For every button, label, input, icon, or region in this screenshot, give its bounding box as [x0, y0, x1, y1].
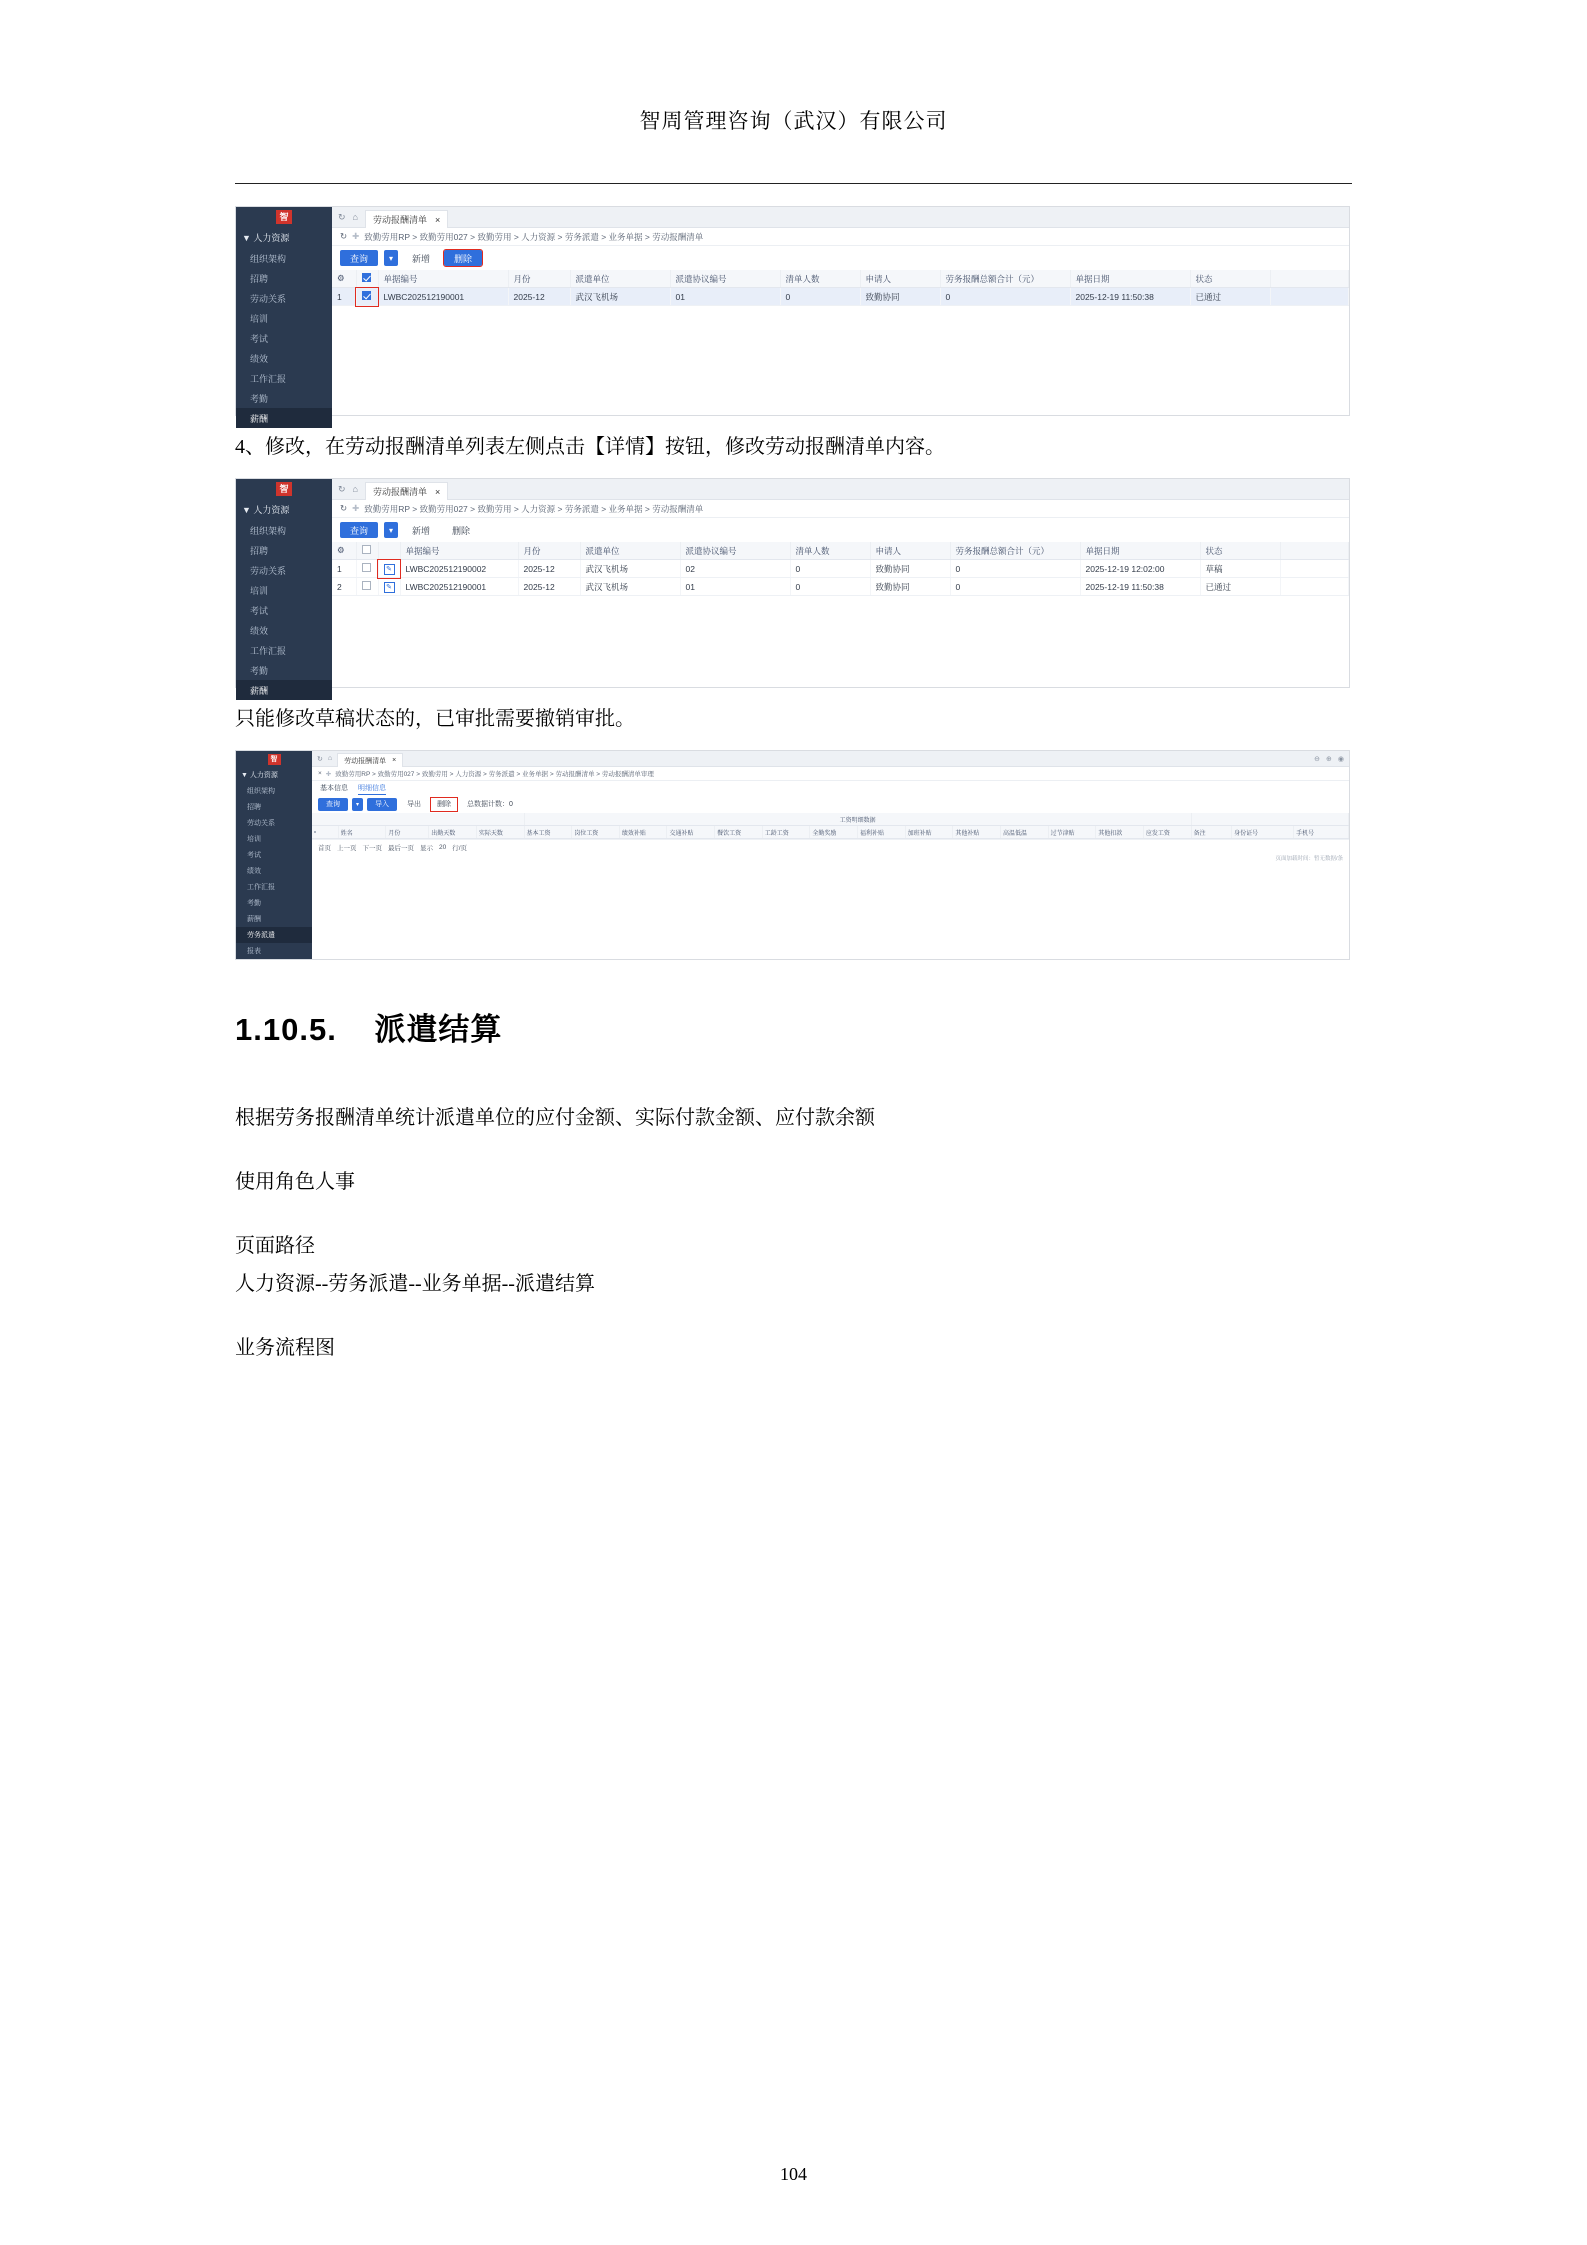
export-button[interactable]: 导出	[407, 801, 421, 808]
cell-blank	[1270, 288, 1349, 306]
paragraph-description: 根据劳务报酬清单统计派遣单位的应付金额、实际付款金额、应付款余额	[235, 1107, 875, 1129]
sidebar-item-org[interactable]: 组织架构	[247, 788, 275, 795]
window-controls	[1314, 755, 1344, 763]
breadcrumb	[332, 500, 1349, 518]
app-sidebar	[236, 751, 312, 959]
pager-unit: 行/页	[452, 844, 468, 852]
row-checkbox-cell[interactable]	[356, 560, 378, 578]
sidebar-item-salary[interactable]: 薪酬	[236, 408, 332, 428]
th-overtime-subsidy: 加班补贴	[905, 826, 953, 839]
close-icon[interactable]: ×	[435, 486, 441, 497]
sidebar-item-training[interactable]: 培训	[250, 313, 269, 324]
toolbar	[332, 246, 1349, 270]
cell-status: 已通过	[1200, 578, 1280, 596]
sidebar-item-recruit[interactable]: 招聘	[247, 804, 261, 811]
th-headcount: 清单人数	[780, 270, 860, 288]
row-detail-cell[interactable]	[378, 560, 400, 578]
th-transport-subsidy: 交通补贴	[667, 826, 715, 839]
th-base-salary: 基本工资	[524, 826, 572, 839]
row-checkbox-cell[interactable]	[356, 578, 378, 596]
logo-mark: 智	[276, 210, 292, 224]
cell-status: 草稿	[1200, 560, 1280, 578]
sidebar-group-hr[interactable]: ▼ 人力资源	[241, 772, 278, 779]
th-actual-days: 实际天数	[476, 826, 524, 839]
th-remark: 备注	[1191, 826, 1231, 839]
query-dropdown-icon[interactable]: ▾	[384, 250, 398, 266]
sidebar-group-hr[interactable]: ▼ 人力资源	[242, 505, 290, 515]
sidebar-item-org[interactable]: 组织架构	[250, 253, 287, 264]
cell-month: 2025-12	[508, 288, 570, 306]
th-gear[interactable]: ⚙	[332, 270, 356, 288]
th-applicant: 申请人	[870, 542, 950, 560]
toolbar	[312, 795, 1349, 813]
heading-number: 1.10.5.	[235, 1012, 337, 1047]
cell-agreement-no: 01	[670, 288, 780, 306]
sidebar-item-exam[interactable]: 考试	[247, 852, 261, 859]
th-other-subsidy: 其他补贴	[953, 826, 1001, 839]
delete-button[interactable]: 删除	[444, 250, 482, 266]
add-button[interactable]: 新增	[412, 253, 431, 264]
th-id-number: 身份证号	[1232, 826, 1294, 839]
detail-icon[interactable]: ✎	[384, 564, 395, 575]
pager-total-label: 显示	[420, 844, 433, 852]
refresh-icon[interactable]: ↻	[317, 755, 323, 763]
th-unit: 派遣单位	[580, 542, 680, 560]
refresh-icon[interactable]: ↻	[340, 231, 348, 241]
th-full-attendance-bonus: 全勤奖励	[810, 826, 858, 839]
pager-last[interactable]: 最后一页	[388, 844, 414, 852]
th-gear[interactable]: ⚙	[332, 542, 356, 560]
pin-icon[interactable]: ✚	[352, 231, 360, 241]
tab-label: 劳动报酬清单	[344, 757, 387, 765]
header-divider	[235, 183, 1352, 184]
table-row[interactable]	[332, 578, 1349, 596]
document-header: 智周管理咨询（武汉）有限公司	[639, 109, 948, 133]
cell-total-amount: 0	[950, 560, 1080, 578]
cell-headcount: 0	[790, 578, 870, 596]
th-seniority-salary: 工龄工资	[762, 826, 810, 839]
th-select-all[interactable]	[356, 542, 378, 560]
cell-unit: 武汉飞机场	[580, 578, 680, 596]
cell-blank	[1280, 578, 1349, 596]
home-icon[interactable]: ⌂	[352, 484, 358, 494]
cell-agreement-no: 02	[680, 560, 790, 578]
th-applicant: 申请人	[860, 270, 940, 288]
close-icon[interactable]: ×	[318, 770, 322, 777]
breadcrumb-path: 致勤劳用RP > 致勤劳用027 > 致勤劳用 > 人力资源 > 劳务派遣 > 业务单据 > 劳动报酬清单 > 劳动报酬清单审理	[335, 771, 654, 778]
th-welfare-subsidy: 福利补贴	[858, 826, 906, 839]
th-holiday-allowance: 过节津贴	[1048, 826, 1096, 839]
logo-mark: 智	[268, 754, 281, 765]
close-icon[interactable]: ×	[392, 757, 397, 764]
sidebar-item-labor-relations[interactable]: 劳动关系	[250, 565, 287, 576]
delete-button[interactable]: 删除	[431, 798, 457, 811]
detail-icon[interactable]: ✎	[384, 582, 395, 593]
cell-applicant: 致勤协同	[860, 288, 940, 306]
record-count-label: 总数据计数：0	[467, 801, 513, 808]
paragraph-flow-label: 业务流程图	[235, 1337, 335, 1359]
query-dropdown-icon[interactable]: ▾	[352, 798, 363, 811]
select-all-checkbox[interactable]	[362, 545, 371, 554]
th-phone: 手机号	[1294, 826, 1349, 839]
close-icon[interactable]: ×	[435, 214, 441, 225]
sidebar-item-performance[interactable]: 绩效	[250, 625, 269, 636]
page-number: 104	[780, 2164, 807, 2184]
cell-doc-no: LWBC202512190001	[378, 288, 508, 306]
maximize-icon[interactable]: ⊕	[1326, 755, 1332, 763]
tab-label: 劳动报酬清单	[372, 487, 427, 497]
th-post-salary: 岗位工资	[572, 826, 620, 839]
cell-applicant: 致勤协同	[870, 578, 950, 596]
pager-prev[interactable]: 上一页	[337, 844, 357, 852]
sidebar-item-salary[interactable]: 薪酬	[236, 680, 332, 700]
minimize-icon[interactable]: ⊖	[1314, 755, 1321, 763]
paragraph-role: 使用角色人事	[235, 1171, 355, 1193]
th-unit: 派遣单位	[570, 270, 670, 288]
paragraph-draft-note: 只能修改草稿状态的，已审批需要撤销审批。	[235, 708, 635, 730]
sidebar-item-report[interactable]: 报表	[247, 948, 261, 955]
tab-labor-payment-list[interactable]	[365, 482, 448, 500]
th-agreement-no: 派遣协议编号	[670, 270, 780, 288]
th-doc-no: 单据编号	[378, 270, 508, 288]
paragraph-path-label: 页面路径	[235, 1235, 315, 1257]
logo-mark: 智	[276, 482, 292, 496]
sidebar-item-org[interactable]: 组织架构	[250, 525, 287, 536]
cell-total-amount: 0	[940, 288, 1070, 306]
sidebar-item-performance[interactable]: 绩效	[247, 868, 261, 875]
subtab-detail-info[interactable]: 明细信息	[358, 781, 386, 795]
sidebar-item-labor-relations[interactable]: 劳动关系	[247, 820, 275, 827]
cell-doc-date: 2025-12-19 12:02:00	[1080, 560, 1200, 578]
breadcrumb-path: 致勤劳用RP > 致勤劳用027 > 致勤劳用 > 人力资源 > 劳务派遣 > 业务单据 > 劳动报酬清单	[364, 503, 704, 514]
th-agreement-no: 派遣协议编号	[680, 542, 790, 560]
pager-first[interactable]: 首页	[318, 844, 331, 852]
labor-payment-table	[332, 270, 1349, 306]
cell-headcount: 0	[790, 560, 870, 578]
cell-doc-no: LWBC202512190002	[400, 560, 518, 578]
sidebar-item-attendance[interactable]: 考勤	[250, 665, 269, 676]
query-button[interactable]: 查询	[340, 522, 378, 538]
payroll-detail-table	[312, 813, 1349, 839]
row-checkbox[interactable]	[362, 581, 371, 590]
th-meal-salary: 餐饮工资	[715, 826, 763, 839]
table-header-row	[332, 270, 1349, 288]
heading-title: 派遣结算	[374, 1012, 503, 1047]
tab-bar	[332, 207, 1349, 228]
refresh-icon[interactable]: ↻	[338, 483, 346, 494]
cell-headcount: 0	[780, 288, 860, 306]
cell-doc-date: 2025-12-19 11:50:38	[1080, 578, 1200, 596]
table-group-header-row	[312, 813, 1349, 826]
th-name: 姓名	[338, 826, 386, 839]
row-index: 1	[332, 560, 356, 578]
refresh-icon[interactable]: ↻	[340, 503, 348, 513]
cell-doc-no: LWBC202512190001	[400, 578, 518, 596]
cell-status: 已通过	[1190, 288, 1270, 306]
app-sidebar	[236, 207, 332, 424]
table-row[interactable]	[332, 288, 1349, 306]
th-status: 状态	[1200, 542, 1280, 560]
table-header-row	[312, 826, 1349, 839]
app-content	[332, 479, 1349, 687]
tab-bar	[332, 479, 1349, 500]
query-button[interactable]: 查询	[340, 250, 378, 266]
pin-icon[interactable]: ✚	[325, 770, 332, 778]
screenshot-labor-payment-list-edit	[235, 478, 1350, 696]
th-doc-date: 单据日期	[1070, 270, 1190, 288]
home-icon[interactable]: ⌂	[352, 212, 358, 222]
tab-label: 劳动报酬清单	[372, 215, 427, 225]
user-avatar[interactable]: ◉	[1337, 755, 1344, 763]
query-button[interactable]: 查询	[318, 798, 348, 811]
table-header-row	[332, 542, 1349, 560]
app-logo	[236, 479, 332, 499]
cell-blank	[1280, 560, 1349, 578]
sidebar-item-labor-dispatch[interactable]: 劳务派遣	[236, 927, 312, 943]
select-all-checkbox[interactable]	[314, 831, 316, 833]
sidebar-item-salary[interactable]: 薪酬	[247, 916, 261, 923]
paragraph-path-value: 人力资源--劳务派遣--业务单据--派遣结算	[235, 1273, 595, 1295]
tab-bar	[312, 751, 1349, 767]
cell-applicant: 致勤协同	[870, 560, 950, 578]
breadcrumb	[312, 767, 1349, 781]
import-button[interactable]: 导入	[367, 798, 397, 811]
sidebar-item-attendance[interactable]: 考勤	[247, 900, 261, 907]
cell-doc-date: 2025-12-19 11:50:38	[1070, 288, 1190, 306]
status-text: 页面加载时间：暂无数据/条	[1275, 856, 1343, 862]
app-content	[332, 207, 1349, 415]
th-attendance-days: 出勤天数	[429, 826, 477, 839]
row-checkbox[interactable]	[362, 563, 371, 572]
sidebar-item-attendance[interactable]: 考勤	[250, 393, 269, 404]
delete-button[interactable]: 删除	[452, 525, 471, 536]
tab-labor-payment-list[interactable]	[365, 210, 448, 228]
sidebar-item-exam[interactable]: 考试	[250, 605, 269, 616]
sidebar-item-performance[interactable]: 绩效	[250, 353, 269, 364]
th-headcount: 清单人数	[790, 542, 870, 560]
table-row[interactable]	[332, 560, 1349, 578]
cell-month: 2025-12	[518, 560, 580, 578]
th-payable-salary: 应发工资	[1143, 826, 1191, 839]
th-doc-no: 单据编号	[400, 542, 518, 560]
th-month: 月份	[518, 542, 580, 560]
home-icon[interactable]: ⌂	[327, 755, 333, 762]
app-sidebar	[236, 479, 332, 696]
sidebar-item-recruit[interactable]: 招聘	[250, 545, 269, 556]
subtab-basic-info[interactable]: 基本信息	[320, 785, 348, 792]
sidebar-item-training[interactable]: 培训	[250, 585, 269, 596]
refresh-icon[interactable]: ↻	[338, 211, 346, 222]
add-button[interactable]: 新增	[412, 525, 431, 536]
pagination	[312, 839, 1349, 854]
cell-unit: 武汉飞机场	[580, 560, 680, 578]
select-all-checkbox[interactable]	[362, 273, 371, 282]
sidebar-item-exam[interactable]: 考试	[250, 333, 269, 344]
sidebar-item-labor-relations[interactable]: 劳动关系	[250, 293, 287, 304]
row-index: 1	[332, 288, 356, 306]
row-index: 2	[332, 578, 356, 596]
toolbar	[332, 518, 1349, 542]
page-size-select[interactable]: 20	[439, 843, 447, 851]
gh-spacer-1	[312, 813, 524, 826]
pager-next[interactable]: 下一页	[362, 844, 382, 852]
th-temperature-subsidy: 高温低温	[1000, 826, 1048, 839]
labor-payment-table	[332, 542, 1349, 596]
tab-labor-payment-list[interactable]	[337, 753, 403, 767]
app-logo	[236, 751, 312, 767]
th-month: 月份	[386, 826, 429, 839]
cell-total-amount: 0	[950, 578, 1080, 596]
app-content	[312, 751, 1349, 959]
breadcrumb-path: 致勤劳用RP > 致勤劳用027 > 致勤劳用 > 人力资源 > 劳务派遣 > 业务单据 > 劳动报酬清单	[364, 231, 704, 242]
sidebar-item-work-report[interactable]: 工作汇报	[247, 884, 275, 891]
row-checkbox-cell[interactable]	[356, 288, 378, 306]
page-heading	[235, 1004, 1352, 1049]
query-dropdown-icon[interactable]: ▾	[384, 522, 398, 538]
screenshot-labor-payment-detail	[235, 750, 1350, 960]
sidebar-item-work-report[interactable]: 工作汇报	[250, 645, 287, 656]
cell-month: 2025-12	[518, 578, 580, 596]
gh-payroll-detail: 工资明细数据	[524, 813, 1191, 826]
row-detail-cell[interactable]	[378, 578, 400, 596]
pin-icon[interactable]: ✚	[352, 503, 360, 513]
sub-tabs	[312, 781, 1349, 795]
th-performance-subsidy: 绩效补贴	[619, 826, 667, 839]
row-checkbox[interactable]	[362, 291, 371, 300]
th-doc-date: 单据日期	[1080, 542, 1200, 560]
th-total-amount: 劳务报酬总额合计（元）	[940, 270, 1070, 288]
th-select-all[interactable]	[312, 826, 338, 839]
th-status: 状态	[1190, 270, 1270, 288]
cell-unit: 武汉飞机场	[570, 288, 670, 306]
sidebar-item-recruit[interactable]: 招聘	[250, 273, 269, 284]
th-blank	[1280, 542, 1349, 560]
sidebar-item-training[interactable]: 培训	[247, 836, 261, 843]
th-month: 月份	[508, 270, 570, 288]
cell-agreement-no: 01	[680, 578, 790, 596]
breadcrumb	[332, 228, 1349, 246]
th-blank	[1270, 270, 1349, 288]
screenshot-labor-payment-list-approved	[235, 206, 1350, 424]
th-total-amount: 劳务报酬总额合计（元）	[950, 542, 1080, 560]
th-detail	[378, 542, 400, 560]
app-logo	[236, 207, 332, 227]
sidebar-group-hr[interactable]: ▼ 人力资源	[242, 233, 290, 243]
paragraph-step4: 4、修改，在劳动报酬清单列表左侧点击【详情】按钮，修改劳动报酬清单内容。	[235, 436, 945, 458]
th-select-all[interactable]	[356, 270, 378, 288]
sidebar-item-work-report[interactable]: 工作汇报	[250, 373, 287, 384]
th-other-deduction: 其他扣款	[1096, 826, 1144, 839]
gh-spacer-2	[1191, 813, 1348, 826]
